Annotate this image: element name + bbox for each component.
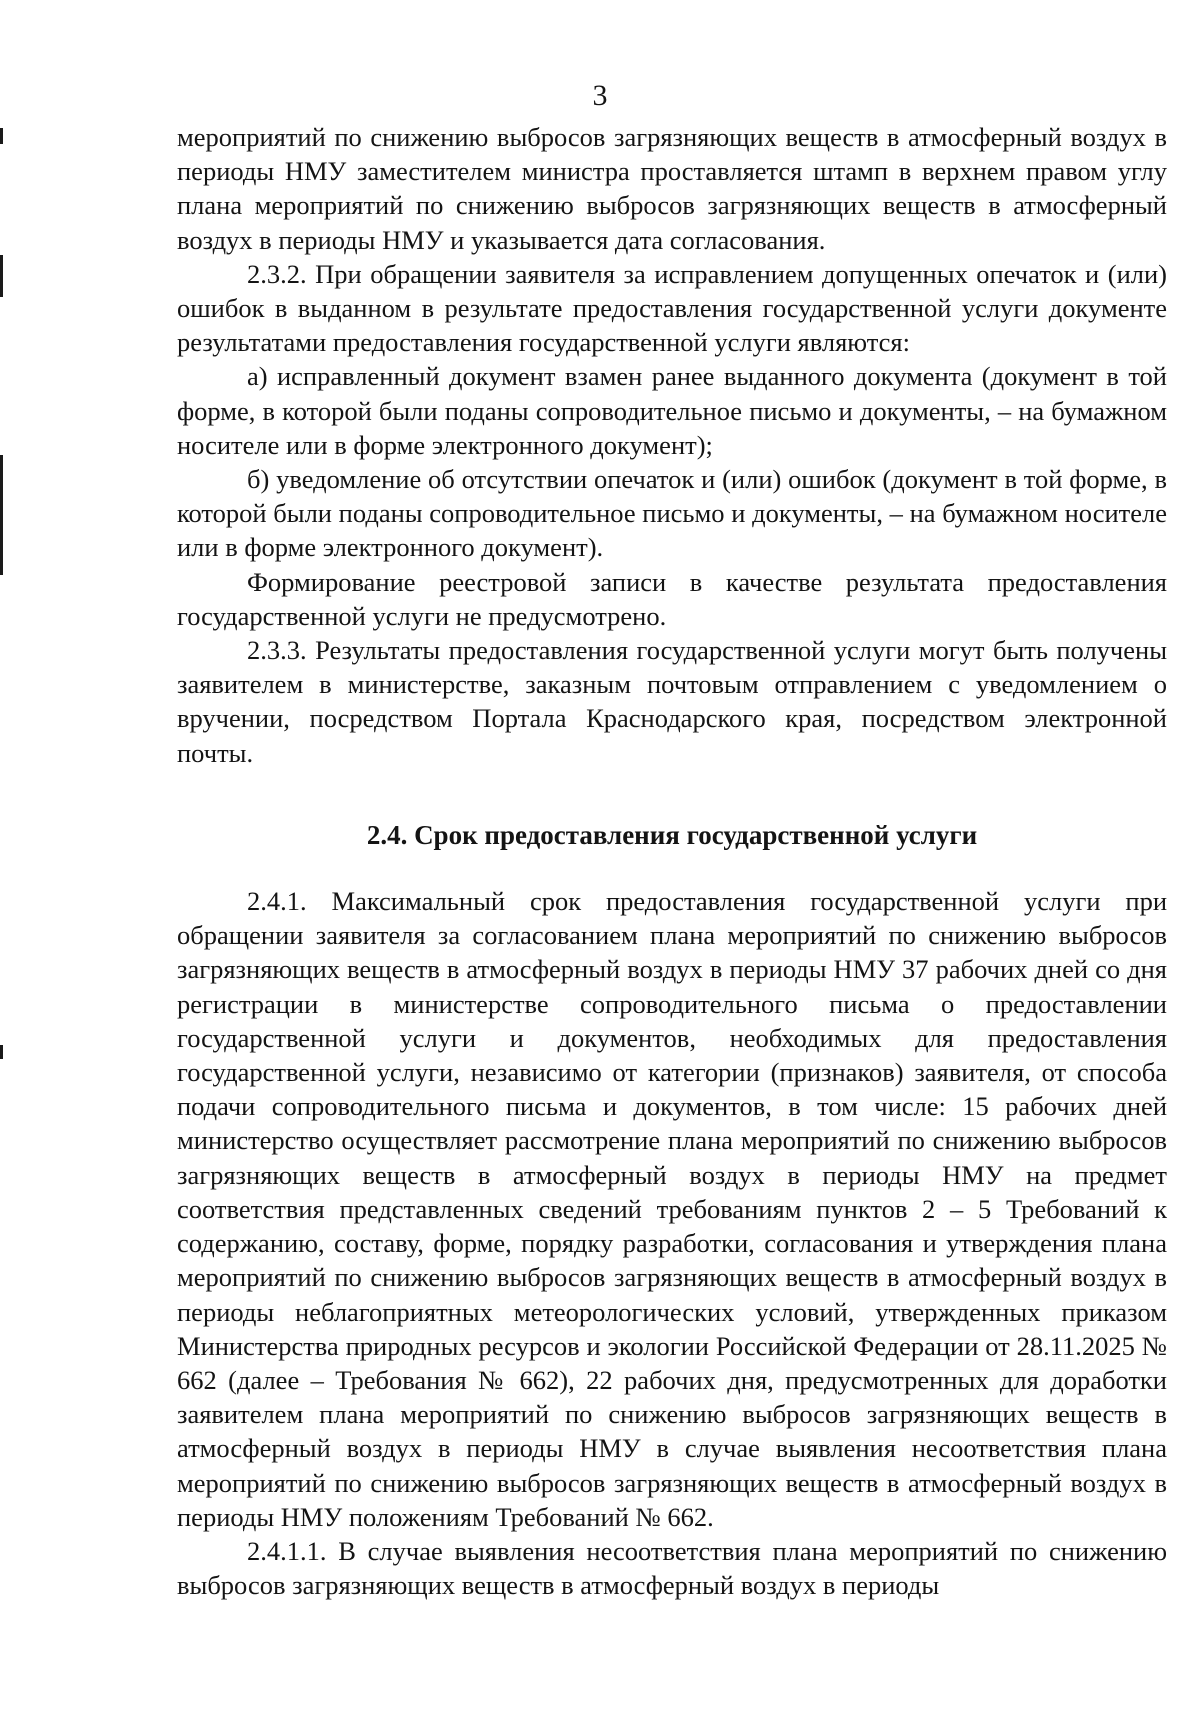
list-item-b: б) уведомление об отсутствии опечаток и (или) ошибок (документ в той форме, в которой были поданы сопроводительное письмо и документы, – на бумажном носителе или в форме электронного документ). bbox=[177, 464, 1167, 563]
paragraph: 2.4.1. Максимальный срок предоставления государственной услуги при обращении заявителя за согласованием плана мероприятий по снижению выбросов загрязняющих веществ в атмосферный воздух в периоды НМУ 37 рабочих дней со дня регистрации в министерстве сопроводительного письма о предоставлении государственной услуги и документов, необходимых для предоставления государственной услуги, независимо от категории (признаков) заявителя, от способа подачи сопроводительного письма и документов, в том числе: 15 рабочих дней министерство осуществляет рассмотрение плана мероприятий по снижению выбросов загрязняющих веществ в атмосферный воздух в периоды НМУ на предмет соответствия представленных сведений требованиям пунктов 2 – 5 Требований к содержанию, составу, форме, порядку разработки, согласования и утверждения плана мероприятий по снижению выбросов загрязняющих веществ в атмосферный воздух в периоды неблагоприятных метеорологических условий, утвержденных приказом Министерства природных ресурсов и экологии Российской Федерации от 28.11.2025 № 662 (далее – Требования № 662), 22 рабочих дня, предусмотренных для доработки заявителем плана мероприятий по снижению выбросов загрязняющих веществ в атмосферный воздух в периоды НМУ в случае выявления несоответствия плана мероприятий по снижению выбросов загрязняющих веществ в атмосферный воздух в периоды НМУ положениям Требований № 662. bbox=[177, 886, 1167, 1532]
scan-edge-mark bbox=[0, 128, 3, 144]
scan-edge-mark bbox=[0, 455, 3, 575]
list-item-a: а) исправленный документ взамен ранее выданного документа (документ в той форме, в которой были поданы сопроводительное письмо и документы, – на бумажном носителе или в форме электронного документ); bbox=[177, 361, 1167, 460]
paragraph: Формирование реестровой записи в качестве результата предоставления государственной услуги не предусмотрено. bbox=[177, 566, 1167, 631]
paragraph: 2.3.2. При обращении заявителя за исправлением допущенных опечаток и (или) ошибок в выданном в результате предоставления государственной услуги документе результатами предоставления государственной услуги являются: bbox=[177, 258, 1167, 358]
document-body bbox=[177, 120, 1167, 1602]
scan-edge-mark bbox=[0, 1045, 3, 1059]
scan-edge-mark bbox=[0, 255, 3, 297]
paragraph: 2.3.3. Результаты предоставления государственной услуги могут быть получены заявителем в министерстве, заказным почтовым отправлением с уведомлением о вручении, посредством Портала Краснодарского края, посредством электронной почты. bbox=[177, 635, 1167, 768]
paragraph: мероприятий по снижению выбросов загрязняющих веществ в атмосферный воздух в периоды НМУ заместителем министра проставляется штамп в верхнем правом углу плана мероприятий по снижению выбросов загрязняющих веществ в атмосферный воздух в периоды НМУ и указывается дата согласования. bbox=[177, 122, 1167, 255]
page-number: 3 bbox=[592, 79, 608, 112]
paragraph: 2.4.1.1. В случае выявления несоответствия плана мероприятий по снижению выбросов загрязняющих веществ в атмосферный воздух в периоды bbox=[177, 1535, 1167, 1601]
section-heading: 2.4. Срок предоставления государственной услуги bbox=[366, 819, 978, 850]
